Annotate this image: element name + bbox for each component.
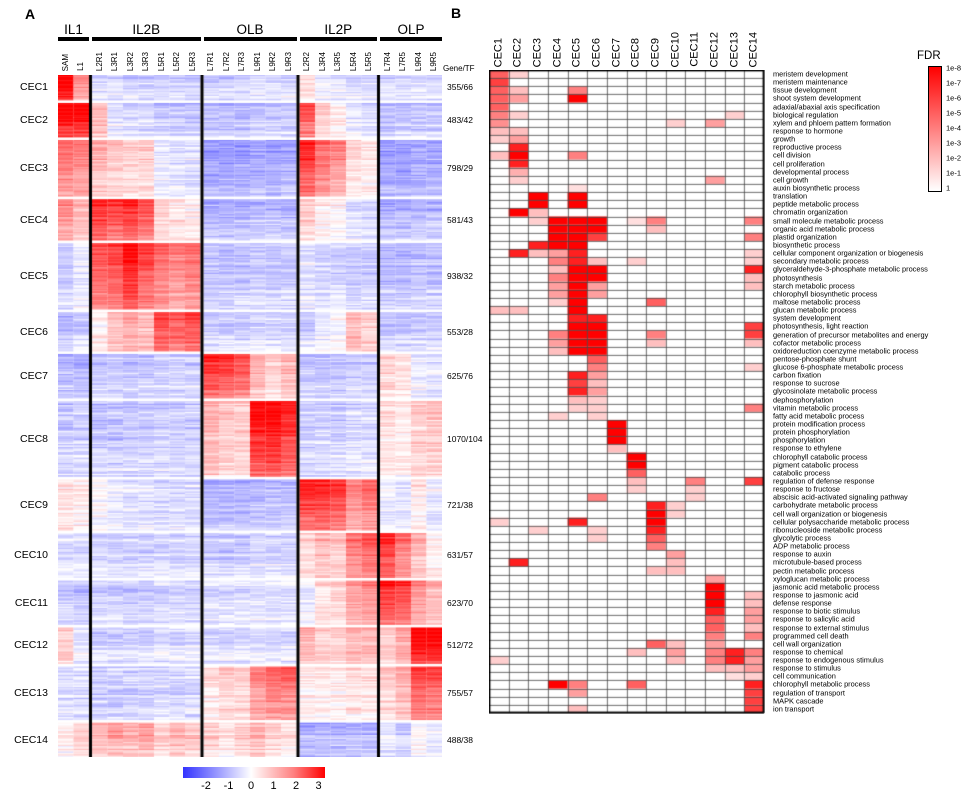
tissue-group-bar [92, 37, 201, 41]
cluster-label: CEC10 [14, 549, 48, 562]
go-term-label: meristem development [773, 69, 848, 79]
go-term-label: ADP metabolic process [773, 541, 850, 551]
gene-tf-count: 721/38 [447, 499, 473, 510]
sample-column-label: L7R5 [398, 51, 408, 71]
go-term-label: programmed cell death [773, 630, 849, 640]
gene-tf-count: 1070/104 [447, 433, 483, 444]
cluster-label: CEC7 [19, 370, 48, 383]
go-term-label: phosphorylation [773, 435, 826, 445]
go-term-label: glyceraldehyde-3-phosphate metabolic process [773, 264, 928, 274]
go-term-label: biological regulation [773, 110, 839, 120]
go-term-label: carbohydrate metabolic process [773, 500, 878, 510]
go-term-label: pentose-phosphate shunt [773, 354, 857, 364]
go-term-label: oxidoreduction coenzyme metabolic process [773, 346, 919, 356]
go-term-label: response to fructose [773, 484, 840, 494]
sample-column-label: L1 [76, 62, 86, 71]
go-term-label: regulation of defense response [773, 476, 875, 486]
gene-tf-count: 755/57 [447, 688, 473, 699]
gene-tf-header: Gene/TF [443, 64, 475, 73]
go-term-label: protein modification process [773, 419, 866, 429]
go-term-label: pigment catabolic process [773, 460, 859, 470]
go-term-label: xyloglucan metabolic process [773, 573, 870, 583]
go-term-label: jasmonic acid metabolic process [773, 582, 880, 592]
go-term-label: response to sucrose [773, 378, 840, 388]
go-term-label: glycosinolate metabolic process [773, 386, 878, 396]
gene-tf-count: 581/43 [447, 214, 473, 225]
expression-scale-tick-label: 3 [315, 780, 322, 792]
sample-column-label: L9R5 [429, 51, 439, 71]
sample-column-label: L3R4 [317, 51, 327, 71]
gene-tf-count: 625/76 [447, 371, 473, 382]
expression-scale-tick-label: -2 [201, 780, 211, 792]
sample-column-label: L3R5 [333, 51, 343, 71]
cluster-label: CEC9 [19, 498, 48, 511]
tissue-group-bar [380, 37, 442, 41]
go-term-label: chromatin organization [773, 207, 848, 217]
go-term-label: response to biotic stimulus [773, 606, 861, 616]
cluster-column-label: CEC14 [747, 31, 760, 67]
go-term-label: growth [773, 134, 796, 144]
fdr-tick-label: 1e-5 [946, 108, 962, 118]
go-term-label: response to endogenous stimulus [773, 655, 884, 665]
cluster-label: CEC12 [14, 639, 48, 652]
expression-scale-tick-label: -1 [223, 780, 234, 792]
go-term-label: generation of precursor metabolites and energy [773, 329, 929, 339]
tissue-group-bar [58, 37, 89, 41]
sample-column-label: L9R1 [252, 51, 262, 71]
cluster-column-label: CEC6 [590, 37, 603, 67]
go-term-label: translation [773, 191, 808, 201]
cluster-label: CEC3 [19, 162, 48, 175]
cluster-column-label: CEC10 [669, 31, 682, 67]
go-term-label: cell communication [773, 671, 836, 681]
sample-column-label: L3R3 [141, 51, 151, 71]
sample-column-label: L9R3 [283, 51, 293, 71]
go-term-label: abscisic acid-activated signaling pathway [773, 492, 908, 502]
cluster-column-label: CEC9 [649, 37, 662, 67]
go-term-label: glucose 6-phosphate metabolic process [773, 362, 904, 372]
go-term-label: vitamin metabolic process [773, 403, 859, 413]
go-term-label: organic acid metabolic process [773, 224, 875, 233]
go-term-label: tissue development [773, 85, 837, 95]
go-term-label: dephosphorylation [773, 394, 834, 404]
go-term-label: ribonucleoside metabolic process [773, 525, 883, 535]
go-term-label: glycolytic process [773, 533, 831, 543]
sample-column-label: L2R1 [94, 51, 104, 71]
sample-column-label: L7R1 [206, 51, 216, 71]
go-term-label: cofactor metabolic process [773, 337, 861, 347]
go-term-label: starch metabolic process [773, 280, 855, 290]
sample-column-label: L5R2 [172, 51, 182, 71]
go-term-label: maltose metabolic process [773, 297, 861, 307]
expression-scale-tick-label: 0 [247, 780, 255, 792]
cluster-column-label: CEC3 [531, 37, 544, 67]
cluster-column-label: CEC4 [551, 37, 564, 67]
go-term-label: MAPK cascade [773, 696, 824, 706]
go-term-label: chlorophyll metabolic process [773, 679, 870, 689]
sample-column-label: L7R2 [221, 51, 231, 71]
tissue-group-bar [300, 37, 378, 41]
go-term-label: response to stimulus [773, 663, 841, 673]
sample-column-label: L5R4 [348, 51, 358, 71]
cluster-column-label: CEC5 [570, 37, 583, 67]
cluster-column-label: CEC13 [728, 31, 741, 67]
go-term-label: chlorophyll catabolic process [773, 451, 868, 461]
go-term-label: secondary metabolic process [773, 256, 869, 266]
fdr-tick-label: 1e-1 [946, 168, 962, 178]
cluster-column-label: CEC12 [708, 31, 721, 67]
sample-column-label: L5R1 [156, 51, 166, 71]
cluster-label: CEC14 [14, 733, 48, 746]
sample-column-label: L3R1 [110, 51, 120, 71]
gene-tf-count: 483/42 [447, 114, 473, 125]
go-term-label: reproductive process [773, 142, 842, 152]
gene-tf-count: 512/72 [447, 640, 473, 651]
go-term-label: photosynthesis [773, 272, 823, 282]
sample-column-label: L2R2 [302, 51, 312, 71]
go-term-label: small molecule metabolic process [773, 215, 884, 225]
cluster-label: CEC6 [19, 325, 48, 338]
cluster-label: CEC4 [19, 213, 48, 226]
go-term-label: shoot system development [773, 93, 861, 103]
go-term-label: response to salicylic acid [773, 614, 855, 624]
go-term-label: regulation of transport [773, 687, 845, 697]
go-term-label: xylem and phloem pattern formation [773, 118, 891, 128]
go-term-label: ion transport [773, 704, 815, 714]
panel-a-label: A [25, 6, 36, 22]
go-term-label: response to external stimulus [773, 622, 870, 632]
cluster-column-label: CEC11 [688, 32, 701, 67]
panel-b-label: B [451, 5, 462, 21]
gene-tf-count: 623/70 [447, 597, 473, 608]
go-term-label: cell proliferation [773, 158, 825, 168]
fdr-tick-label: 1e-6 [946, 93, 962, 103]
tissue-group-label: IL2B [132, 22, 161, 37]
go-term-label: cell wall organization [773, 639, 842, 649]
go-term-label: auxin biosynthetic process [773, 183, 860, 193]
expression-scale-tick-label: 2 [292, 780, 300, 792]
expression-colorbar [183, 767, 325, 778]
cluster-label: CEC1 [19, 81, 48, 94]
go-term-label: glucan metabolic process [773, 305, 857, 315]
cluster-label: CEC8 [19, 432, 48, 445]
go-term-label: adaxial/abaxial axis specification [773, 101, 880, 111]
expression-scale-tick-label: 1 [270, 780, 277, 792]
sample-column-label: L9R2 [268, 51, 278, 71]
sample-column-label: L7R3 [237, 51, 247, 71]
go-term-label: response to chemical [773, 647, 843, 657]
cluster-column-label: CEC8 [629, 37, 642, 67]
sample-column-label: L7R4 [382, 51, 392, 71]
go-term-label: protein phosphorylation [773, 427, 850, 437]
go-term-label: microtubule-based process [773, 557, 862, 567]
go-term-label: system development [773, 313, 841, 323]
gene-tf-count: 488/38 [447, 734, 473, 745]
sample-column-label: SAM [60, 53, 70, 71]
cluster-column-label: CEC2 [511, 37, 524, 67]
fdr-tick-label: 1 [946, 183, 951, 193]
tissue-group-label: OLB [236, 22, 264, 37]
go-term-label: fatty acid metabolic process [773, 411, 865, 421]
sample-column-label: L5R3 [187, 51, 197, 71]
go-term-label: cellular polysaccharide metabolic process [773, 517, 910, 526]
sample-column-label: L9R4 [413, 51, 423, 71]
fdr-legend-colorbar [928, 66, 942, 192]
tissue-group-label: IL2P [324, 22, 353, 37]
panel-a-expression-heatmap [58, 75, 442, 757]
go-term-label: chlorophyll biosynthetic process [773, 289, 878, 299]
go-term-label: developmental process [773, 167, 850, 177]
go-term-label: response to hormone [773, 126, 843, 136]
fdr-tick-label: 1e-4 [946, 123, 962, 133]
cluster-column-label: CEC7 [610, 37, 623, 67]
panel-b-go-enrichment-heatmap [489, 70, 765, 714]
fdr-tick-label: 1e-3 [946, 138, 962, 148]
gene-tf-count: 553/28 [447, 326, 473, 337]
tissue-group-label: OLP [397, 22, 425, 37]
fdr-tick-label: 1e-8 [946, 63, 962, 73]
go-term-label: response to auxin [773, 549, 832, 559]
go-term-label: response to ethylene [773, 443, 842, 453]
sample-column-label: L5R5 [364, 51, 374, 71]
go-term-label: cell division [773, 150, 811, 160]
go-term-label: cell growth [773, 175, 809, 185]
go-term-label: carbon fixation [773, 370, 822, 380]
cluster-column-label: CEC1 [492, 37, 505, 67]
cluster-label: CEC11 [14, 596, 48, 609]
go-term-label: cellular component organization or biogenesis [773, 248, 924, 258]
go-term-label: meristem maintenance [773, 77, 848, 87]
tissue-group-label: IL1 [64, 22, 83, 37]
tissue-group-bar [204, 37, 297, 41]
cluster-label: CEC2 [19, 113, 48, 126]
go-term-label: response to jasmonic acid [773, 590, 859, 600]
cluster-label: CEC5 [19, 270, 48, 283]
go-term-label: biosynthetic process [773, 240, 840, 250]
fdr-legend-title: FDR [917, 50, 941, 62]
go-term-label: photosynthesis, light reaction [773, 321, 869, 331]
go-term-label: defense response [773, 598, 832, 608]
gene-tf-count: 798/29 [447, 163, 473, 174]
go-term-label: pectin metabolic process [773, 565, 855, 575]
go-term-label: peptide metabolic process [773, 199, 859, 209]
gene-tf-count: 938/32 [447, 271, 473, 282]
sample-column-label: L3R2 [125, 51, 135, 71]
gene-tf-count: 355/66 [447, 82, 473, 93]
cluster-label: CEC13 [14, 687, 48, 700]
gene-tf-count: 631/57 [447, 550, 473, 561]
go-term-label: catabolic process [773, 468, 831, 478]
go-term-label: plastid organization [773, 232, 837, 242]
fdr-tick-label: 1e-7 [946, 78, 962, 88]
go-term-label: cell wall organization or biogenesis [773, 508, 888, 518]
fdr-tick-label: 1e-2 [946, 153, 962, 163]
